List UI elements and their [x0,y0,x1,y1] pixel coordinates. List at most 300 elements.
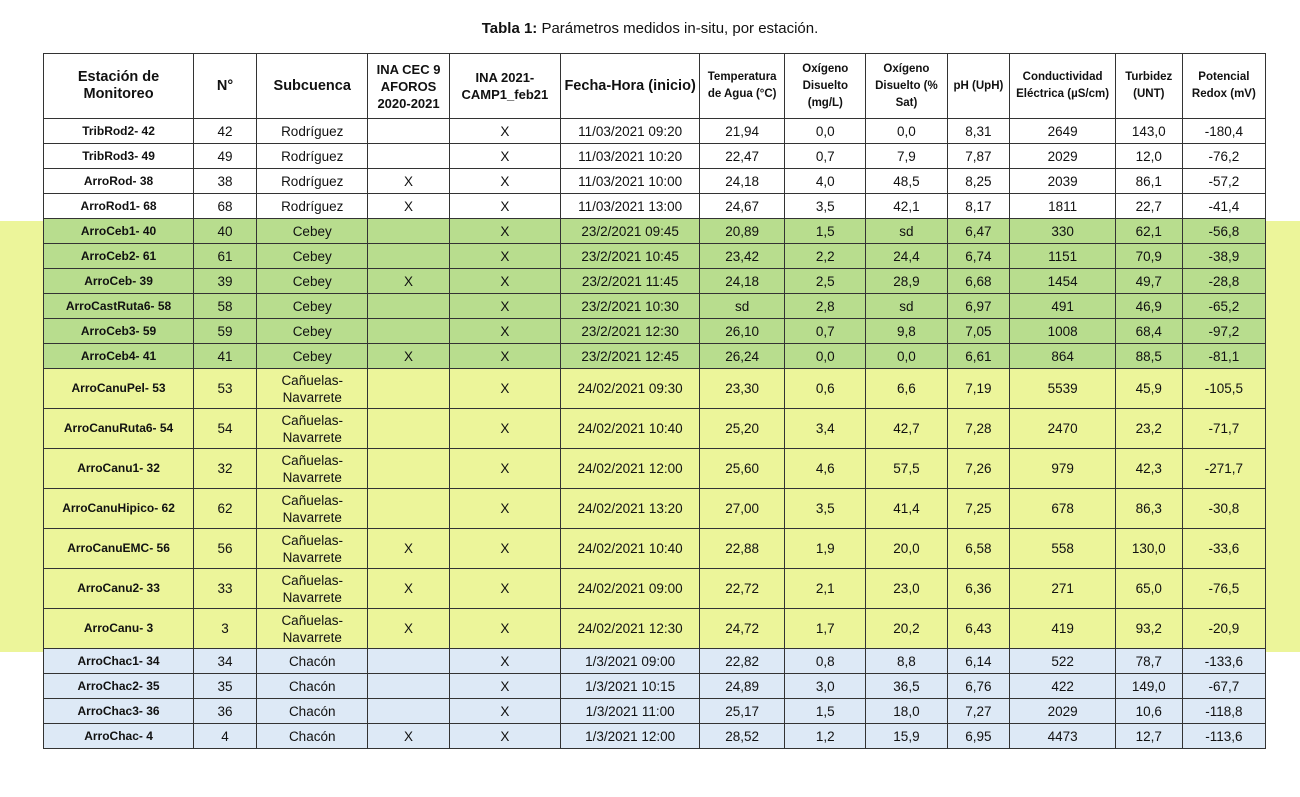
conductivity-cell: 5539 [1010,369,1115,409]
ph-cell: 6,74 [947,244,1010,269]
station-cell: ArroCastRuta6- 58 [44,294,194,319]
turbidity-cell: 46,9 [1115,294,1182,319]
conductivity-cell: 1151 [1010,244,1115,269]
turbidity-cell: 68,4 [1115,319,1182,344]
conductivity-cell: 864 [1010,344,1115,369]
datetime-cell: 23/2/2021 09:45 [561,219,700,244]
ina-cec9-cell [368,119,449,144]
conductivity-cell: 2029 [1010,699,1115,724]
oxygen-mgl-cell: 1,5 [785,699,866,724]
redox-cell: -30,8 [1182,489,1265,529]
number-cell: 35 [194,674,257,699]
station-cell: ArroCanuRuta6- 54 [44,409,194,449]
oxygen-sat-cell: 18,0 [866,699,947,724]
ina-cec9-cell: X [368,529,449,569]
number-cell: 62 [194,489,257,529]
ph-cell: 7,05 [947,319,1010,344]
ina-2021-cell: X [449,244,561,269]
temperature-cell: 24,18 [700,169,785,194]
table-row [44,609,1266,649]
station-cell: ArroCanuEMC- 56 [44,529,194,569]
redox-cell: -113,6 [1182,724,1265,749]
conductivity-cell: 2029 [1010,144,1115,169]
redox-cell: -67,7 [1182,674,1265,699]
table-row [44,119,1266,144]
datetime-cell: 1/3/2021 12:00 [561,724,700,749]
redox-cell: -65,2 [1182,294,1265,319]
ina-cec9-cell [368,674,449,699]
redox-cell: -133,6 [1182,649,1265,674]
col-header-oxygen-sat: Oxígeno Disuelto (% Sat) [866,54,947,119]
temperature-cell: 23,30 [700,369,785,409]
oxygen-sat-cell: 57,5 [866,449,947,489]
number-cell: 42 [194,119,257,144]
oxygen-sat-cell: 20,2 [866,609,947,649]
redox-cell: -28,8 [1182,269,1265,294]
parameters-table [43,53,1266,749]
number-cell: 33 [194,569,257,609]
number-cell: 49 [194,144,257,169]
header-row [44,54,1266,119]
oxygen-sat-cell: sd [866,294,947,319]
oxygen-sat-cell: 0,0 [866,344,947,369]
oxygen-mgl-cell: 2,8 [785,294,866,319]
table-row [44,369,1266,409]
conductivity-cell: 678 [1010,489,1115,529]
conductivity-cell: 4473 [1010,724,1115,749]
redox-cell: -33,6 [1182,529,1265,569]
ph-cell: 6,36 [947,569,1010,609]
col-header-station: Estación de Monitoreo [44,54,194,119]
col-header-ina-2021: INA 2021-CAMP1_feb21 [449,54,561,119]
conductivity-cell: 979 [1010,449,1115,489]
datetime-cell: 24/02/2021 13:20 [561,489,700,529]
ina-cec9-cell: X [368,724,449,749]
station-cell: TribRod2- 42 [44,119,194,144]
ina-cec9-cell: X [368,269,449,294]
ina-2021-cell: X [449,449,561,489]
ph-cell: 6,47 [947,219,1010,244]
datetime-cell: 11/03/2021 09:20 [561,119,700,144]
turbidity-cell: 86,3 [1115,489,1182,529]
col-header-ina-cec9: INA CEC 9 AFOROS 2020-2021 [368,54,449,119]
caption-label: Tabla 1: [481,20,538,37]
redox-cell: -41,4 [1182,194,1265,219]
oxygen-sat-cell: 48,5 [866,169,947,194]
subbasin-cell: Chacón [256,699,368,724]
number-cell: 32 [194,449,257,489]
conductivity-cell: 2039 [1010,169,1115,194]
oxygen-mgl-cell: 3,0 [785,674,866,699]
conductivity-cell: 422 [1010,674,1115,699]
station-cell: TribRod3- 49 [44,144,194,169]
ina-cec9-cell: X [368,344,449,369]
table-row [44,529,1266,569]
turbidity-cell: 93,2 [1115,609,1182,649]
number-cell: 58 [194,294,257,319]
conductivity-cell: 1454 [1010,269,1115,294]
number-cell: 39 [194,269,257,294]
ph-cell: 7,27 [947,699,1010,724]
station-cell: ArroCanuPel- 53 [44,369,194,409]
temperature-cell: 28,52 [700,724,785,749]
table-row [44,319,1266,344]
turbidity-cell: 88,5 [1115,344,1182,369]
oxygen-sat-cell: sd [866,219,947,244]
redox-cell: -57,2 [1182,169,1265,194]
col-header-conductivity: Conductividad Eléctrica (µS/cm) [1010,54,1115,119]
conductivity-cell: 1008 [1010,319,1115,344]
col-header-datetime: Fecha-Hora (inicio) [561,54,700,119]
oxygen-mgl-cell: 2,1 [785,569,866,609]
ph-cell: 6,43 [947,609,1010,649]
redox-cell: -180,4 [1182,119,1265,144]
ph-cell: 6,76 [947,674,1010,699]
turbidity-cell: 130,0 [1115,529,1182,569]
table-caption [0,20,1300,37]
oxygen-sat-cell: 9,8 [866,319,947,344]
ina-cec9-cell [368,699,449,724]
station-cell: ArroCeb4- 41 [44,344,194,369]
turbidity-cell: 49,7 [1115,269,1182,294]
station-cell: ArroChac- 4 [44,724,194,749]
ph-cell: 6,97 [947,294,1010,319]
ina-2021-cell: X [449,269,561,294]
temperature-cell: 24,18 [700,269,785,294]
oxygen-mgl-cell: 0,8 [785,649,866,674]
oxygen-sat-cell: 0,0 [866,119,947,144]
conductivity-cell: 2649 [1010,119,1115,144]
oxygen-sat-cell: 6,6 [866,369,947,409]
temperature-cell: 26,24 [700,344,785,369]
table-row [44,294,1266,319]
datetime-cell: 23/2/2021 10:45 [561,244,700,269]
ina-2021-cell: X [449,569,561,609]
oxygen-mgl-cell: 4,0 [785,169,866,194]
turbidity-cell: 45,9 [1115,369,1182,409]
oxygen-mgl-cell: 1,7 [785,609,866,649]
ina-cec9-cell [368,449,449,489]
ph-cell: 6,68 [947,269,1010,294]
table-row [44,449,1266,489]
conductivity-cell: 2470 [1010,409,1115,449]
subbasin-cell: Cañuelas-Navarrete [256,609,368,649]
table-row [44,244,1266,269]
oxygen-mgl-cell: 0,7 [785,144,866,169]
redox-cell: -76,2 [1182,144,1265,169]
station-cell: ArroCeb3- 59 [44,319,194,344]
number-cell: 3 [194,609,257,649]
oxygen-sat-cell: 15,9 [866,724,947,749]
subbasin-cell: Cebey [256,269,368,294]
oxygen-mgl-cell: 3,5 [785,194,866,219]
table-row [44,649,1266,674]
oxygen-sat-cell: 36,5 [866,674,947,699]
temperature-cell: 22,47 [700,144,785,169]
ina-2021-cell: X [449,144,561,169]
redox-cell: -71,7 [1182,409,1265,449]
table-row [44,569,1266,609]
turbidity-cell: 86,1 [1115,169,1182,194]
number-cell: 61 [194,244,257,269]
oxygen-sat-cell: 7,9 [866,144,947,169]
turbidity-cell: 12,7 [1115,724,1182,749]
col-header-redox: Potencial Redox (mV) [1182,54,1265,119]
ina-2021-cell: X [449,219,561,244]
datetime-cell: 11/03/2021 10:20 [561,144,700,169]
datetime-cell: 24/02/2021 12:30 [561,609,700,649]
station-cell: ArroChac1- 34 [44,649,194,674]
subbasin-cell: Rodríguez [256,194,368,219]
turbidity-cell: 65,0 [1115,569,1182,609]
turbidity-cell: 149,0 [1115,674,1182,699]
datetime-cell: 11/03/2021 13:00 [561,194,700,219]
number-cell: 36 [194,699,257,724]
temperature-cell: 25,20 [700,409,785,449]
ina-2021-cell: X [449,529,561,569]
turbidity-cell: 70,9 [1115,244,1182,269]
table-row [44,489,1266,529]
oxygen-mgl-cell: 0,0 [785,344,866,369]
datetime-cell: 23/2/2021 11:45 [561,269,700,294]
ina-2021-cell: X [449,119,561,144]
redox-cell: -105,5 [1182,369,1265,409]
temperature-cell: 24,72 [700,609,785,649]
subbasin-cell: Chacón [256,649,368,674]
turbidity-cell: 23,2 [1115,409,1182,449]
oxygen-mgl-cell: 0,0 [785,119,866,144]
table-row [44,699,1266,724]
station-cell: ArroCeb2- 61 [44,244,194,269]
datetime-cell: 23/2/2021 10:30 [561,294,700,319]
oxygen-mgl-cell: 0,7 [785,319,866,344]
station-cell: ArroCanu- 3 [44,609,194,649]
temperature-cell: 22,72 [700,569,785,609]
subbasin-cell: Cañuelas-Navarrete [256,529,368,569]
temperature-cell: 22,88 [700,529,785,569]
redox-cell: -56,8 [1182,219,1265,244]
ina-cec9-cell [368,649,449,674]
turbidity-cell: 78,7 [1115,649,1182,674]
ina-cec9-cell [368,219,449,244]
datetime-cell: 24/02/2021 10:40 [561,409,700,449]
number-cell: 41 [194,344,257,369]
redox-cell: -38,9 [1182,244,1265,269]
table-row [44,344,1266,369]
redox-cell: -97,2 [1182,319,1265,344]
col-header-temperature: Temperatura de Agua (°C) [700,54,785,119]
oxygen-mgl-cell: 3,5 [785,489,866,529]
number-cell: 59 [194,319,257,344]
ph-cell: 7,87 [947,144,1010,169]
datetime-cell: 24/02/2021 10:40 [561,529,700,569]
ph-cell: 6,95 [947,724,1010,749]
turbidity-cell: 62,1 [1115,219,1182,244]
oxygen-mgl-cell: 2,5 [785,269,866,294]
oxygen-mgl-cell: 1,5 [785,219,866,244]
subbasin-cell: Cañuelas-Navarrete [256,569,368,609]
table-row [44,169,1266,194]
oxygen-sat-cell: 41,4 [866,489,947,529]
subbasin-cell: Cañuelas-Navarrete [256,369,368,409]
ina-cec9-cell [368,489,449,529]
number-cell: 38 [194,169,257,194]
conductivity-cell: 491 [1010,294,1115,319]
datetime-cell: 24/02/2021 09:00 [561,569,700,609]
ph-cell: 7,26 [947,449,1010,489]
station-cell: ArroCanuHipico- 62 [44,489,194,529]
ph-cell: 7,28 [947,409,1010,449]
ina-cec9-cell [368,409,449,449]
ph-cell: 8,31 [947,119,1010,144]
ina-2021-cell: X [449,409,561,449]
oxygen-sat-cell: 42,1 [866,194,947,219]
ina-2021-cell: X [449,609,561,649]
oxygen-sat-cell: 42,7 [866,409,947,449]
subbasin-cell: Rodríguez [256,169,368,194]
number-cell: 68 [194,194,257,219]
redox-cell: -118,8 [1182,699,1265,724]
temperature-cell: 26,10 [700,319,785,344]
number-cell: 34 [194,649,257,674]
ina-2021-cell: X [449,724,561,749]
oxygen-sat-cell: 8,8 [866,649,947,674]
ina-cec9-cell [368,294,449,319]
ina-cec9-cell: X [368,194,449,219]
ph-cell: 6,14 [947,649,1010,674]
subbasin-cell: Cañuelas-Navarrete [256,449,368,489]
ina-2021-cell: X [449,169,561,194]
turbidity-cell: 12,0 [1115,144,1182,169]
ina-cec9-cell: X [368,569,449,609]
subbasin-cell: Rodríguez [256,144,368,169]
redox-cell: -76,5 [1182,569,1265,609]
number-cell: 54 [194,409,257,449]
conductivity-cell: 522 [1010,649,1115,674]
subbasin-cell: Cebey [256,244,368,269]
ina-cec9-cell [368,144,449,169]
oxygen-sat-cell: 20,0 [866,529,947,569]
station-cell: ArroChac2- 35 [44,674,194,699]
oxygen-mgl-cell: 1,9 [785,529,866,569]
number-cell: 4 [194,724,257,749]
datetime-cell: 23/2/2021 12:45 [561,344,700,369]
temperature-cell: 23,42 [700,244,785,269]
table-row [44,269,1266,294]
turbidity-cell: 42,3 [1115,449,1182,489]
oxygen-mgl-cell: 1,2 [785,724,866,749]
table-row [44,144,1266,169]
station-cell: ArroChac3- 36 [44,699,194,724]
datetime-cell: 1/3/2021 10:15 [561,674,700,699]
datetime-cell: 24/02/2021 12:00 [561,449,700,489]
temperature-cell: 21,94 [700,119,785,144]
col-header-ph: pH (UpH) [947,54,1010,119]
ina-2021-cell: X [449,674,561,699]
subbasin-cell: Cebey [256,294,368,319]
redox-cell: -81,1 [1182,344,1265,369]
datetime-cell: 24/02/2021 09:30 [561,369,700,409]
oxygen-mgl-cell: 3,4 [785,409,866,449]
temperature-cell: 24,67 [700,194,785,219]
ph-cell: 7,25 [947,489,1010,529]
ph-cell: 7,19 [947,369,1010,409]
conductivity-cell: 419 [1010,609,1115,649]
temperature-cell: 27,00 [700,489,785,529]
ph-cell: 6,61 [947,344,1010,369]
conductivity-cell: 558 [1010,529,1115,569]
ph-cell: 8,25 [947,169,1010,194]
oxygen-mgl-cell: 4,6 [785,449,866,489]
temperature-cell: 25,60 [700,449,785,489]
turbidity-cell: 10,6 [1115,699,1182,724]
ph-cell: 6,58 [947,529,1010,569]
oxygen-mgl-cell: 0,6 [785,369,866,409]
subbasin-cell: Chacón [256,724,368,749]
subbasin-cell: Cebey [256,219,368,244]
ina-2021-cell: X [449,699,561,724]
ina-2021-cell: X [449,344,561,369]
ina-2021-cell: X [449,649,561,674]
conductivity-cell: 330 [1010,219,1115,244]
redox-cell: -20,9 [1182,609,1265,649]
number-cell: 53 [194,369,257,409]
col-header-subbasin: Subcuenca [256,54,368,119]
col-header-oxygen-mgl: Oxígeno Disuelto (mg/L) [785,54,866,119]
datetime-cell: 1/3/2021 11:00 [561,699,700,724]
temperature-cell: 22,82 [700,649,785,674]
turbidity-cell: 143,0 [1115,119,1182,144]
temperature-cell: 24,89 [700,674,785,699]
ina-cec9-cell [368,369,449,409]
station-cell: ArroCeb- 39 [44,269,194,294]
ina-cec9-cell [368,319,449,344]
subbasin-cell: Chacón [256,674,368,699]
datetime-cell: 23/2/2021 12:30 [561,319,700,344]
ina-cec9-cell [368,244,449,269]
redox-cell: -271,7 [1182,449,1265,489]
subbasin-cell: Cebey [256,344,368,369]
ina-2021-cell: X [449,489,561,529]
table-row [44,724,1266,749]
station-cell: ArroRod- 38 [44,169,194,194]
table-row [44,409,1266,449]
ina-cec9-cell: X [368,169,449,194]
ph-cell: 8,17 [947,194,1010,219]
turbidity-cell: 22,7 [1115,194,1182,219]
temperature-cell: 25,17 [700,699,785,724]
station-cell: ArroRod1- 68 [44,194,194,219]
col-header-turbidity: Turbidez (UNT) [1115,54,1182,119]
oxygen-sat-cell: 28,9 [866,269,947,294]
ina-2021-cell: X [449,294,561,319]
temperature-cell: 20,89 [700,219,785,244]
station-cell: ArroCeb1- 40 [44,219,194,244]
ina-2021-cell: X [449,319,561,344]
table-row [44,219,1266,244]
station-cell: ArroCanu2- 33 [44,569,194,609]
ina-2021-cell: X [449,369,561,409]
subbasin-cell: Cañuelas-Navarrete [256,409,368,449]
temperature-cell: sd [700,294,785,319]
table-row [44,194,1266,219]
oxygen-sat-cell: 24,4 [866,244,947,269]
datetime-cell: 1/3/2021 09:00 [561,649,700,674]
number-cell: 56 [194,529,257,569]
col-header-number: N° [194,54,257,119]
number-cell: 40 [194,219,257,244]
table-body [44,119,1266,749]
